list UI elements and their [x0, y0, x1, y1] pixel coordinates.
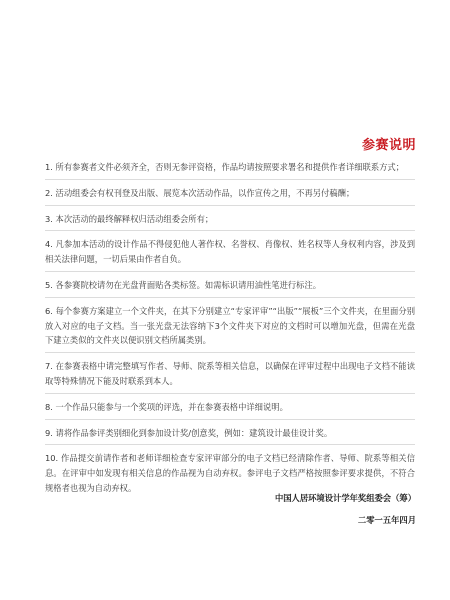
- rule-item: 2. 活动组委会有权刊登及出版、展览本次活动作品，以作宣传之用，不再另付稿酬；: [45, 186, 415, 206]
- rule-item: 4. 凡参加本活动的设计作品不得侵犯他人著作权、名誉权、肖像权、姓名权等人身权利内容，涉及到相关法律问题，一切后果由作者自负。: [45, 237, 415, 272]
- rule-item: 8. 一个作品只能参与一个奖项的评选，并在参赛表格中详细说明。: [45, 400, 415, 420]
- page-title: 参赛说明: [361, 138, 416, 153]
- signature-date: 二零一五年四月: [357, 515, 416, 525]
- signature-block: [275, 487, 416, 531]
- rule-item: 6. 每个参赛方案建立一个文件夹，在其下分别建立“专家评审”“出版”“展板”三个文件夹，在里面分别放入对应的电子文档。当一张光盘无法容纳下3个文件夹下对应的文档时可以增加光盘，但需在光盘下建立类似的文件夹以便识别文档所属类别。: [45, 304, 415, 353]
- rule-item: 5. 各参赛院校请勿在光盘背面贴各类标签。如需标识请用油性笔进行标注。: [45, 278, 415, 298]
- rule-item: 1. 所有参赛者文件必须齐全，否则无参评资格，作品均请按照要求署名和提供作者详细联系方式；: [45, 160, 415, 180]
- rule-item: 3. 本次活动的最终解释权归活动组委会所有；: [45, 212, 415, 232]
- rule-item: 9. 请将作品参评类别细化到参加设计奖/创意奖，例如：建筑设计最佳设计奖。: [45, 426, 415, 446]
- rules-list: [45, 160, 415, 506]
- organizer-name: 中国人居环境设计学年奖组委会（筹）: [274, 493, 416, 503]
- rule-item: 10. 作品提交前请作者和老师详细检查专家评审部分的电子文档已经清除作者、导师、院系等相关信息。在评审中如发现有相关信息的作品视为自动弃权。参评电子文档严格按照参评要求提供，不符合规格者也视为自动弃权。: [45, 453, 415, 493]
- rule-item: 7. 在参赛表格中请完整填写作者、导师、院系等相关信息，以确保在评审过程中出现电子文档不能读取等特殊情况下能及时联系到本人。: [45, 359, 415, 394]
